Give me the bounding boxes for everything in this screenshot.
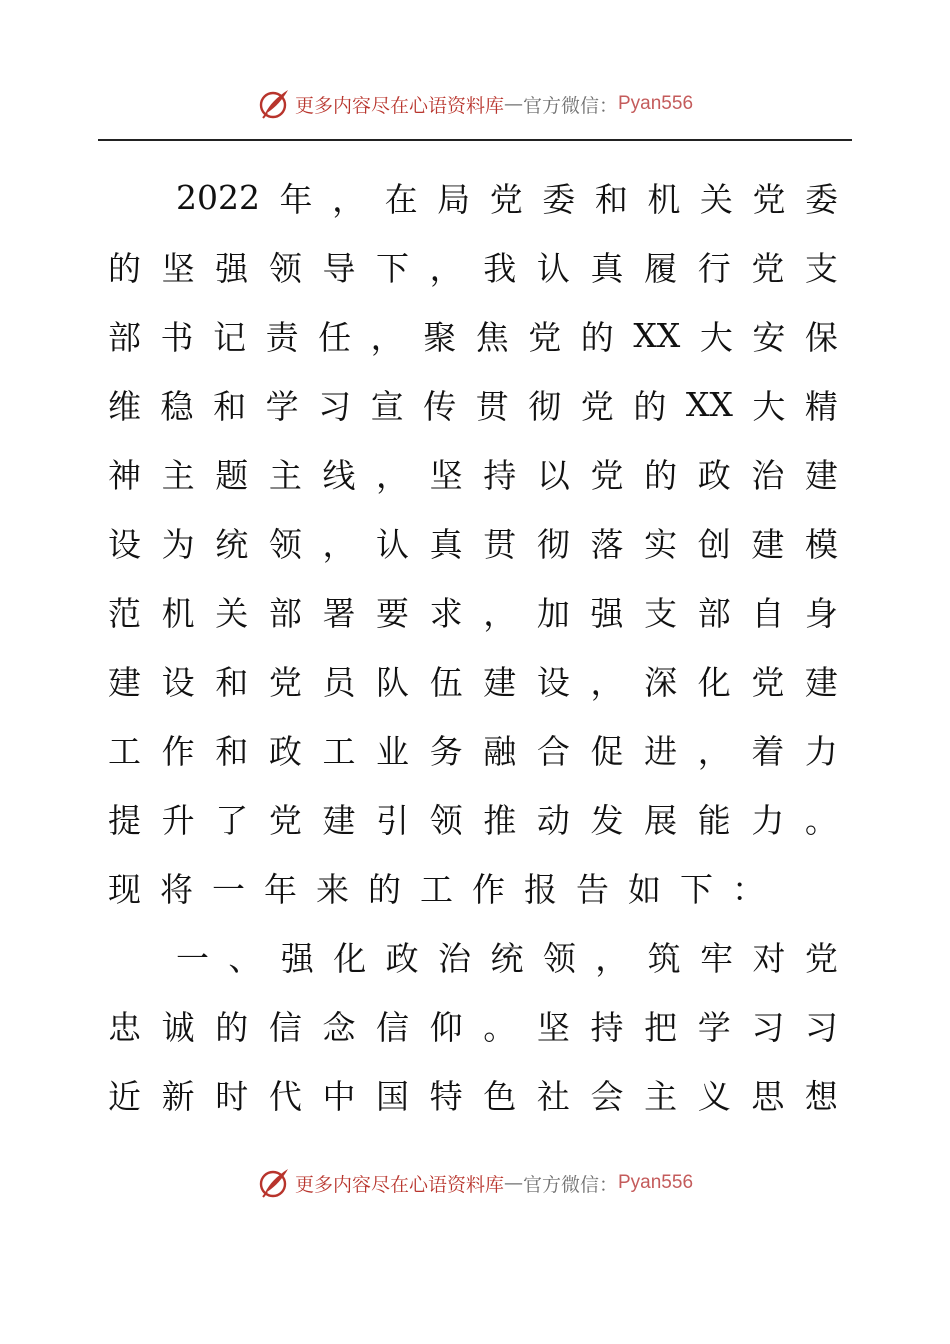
text-line xyxy=(108,646,838,715)
text-glyph: 部 xyxy=(697,594,731,633)
text-glyph: 2022 xyxy=(176,178,260,217)
text-glyph: 稳 xyxy=(160,387,194,426)
text-glyph: 机 xyxy=(161,594,195,633)
text-line xyxy=(108,853,838,922)
text-glyph: 展 xyxy=(644,801,678,840)
text-glyph: 工 xyxy=(420,870,453,909)
text-glyph: 国 xyxy=(376,1077,410,1116)
text-glyph: 政 xyxy=(268,732,302,771)
text-glyph: 主 xyxy=(268,456,302,495)
text-glyph: 维 xyxy=(108,387,141,426)
separator-dash: — xyxy=(503,93,523,115)
text-glyph: 党 xyxy=(752,180,786,219)
text-glyph: 年 xyxy=(279,180,313,219)
text-glyph: 党 xyxy=(489,180,523,219)
text-glyph: 统 xyxy=(490,939,524,978)
text-glyph: 坚 xyxy=(161,249,195,288)
text-glyph: 来 xyxy=(316,870,349,909)
text-glyph: 署 xyxy=(322,594,356,633)
text-glyph: 身 xyxy=(804,594,838,633)
text-glyph: 线 xyxy=(322,456,356,495)
text-glyph: 创 xyxy=(697,525,731,564)
text-glyph: 和 xyxy=(215,732,249,771)
text-line xyxy=(108,439,838,508)
text-glyph: 仰 xyxy=(429,1008,463,1047)
text-glyph: 如 xyxy=(628,870,661,909)
text-glyph: 设 xyxy=(161,663,195,702)
text-glyph: 持 xyxy=(483,456,517,495)
text-glyph: 大 xyxy=(699,318,733,357)
site-name-text: 更多内容尽在心语资料库 xyxy=(294,1173,504,1196)
text-glyph: 作 xyxy=(472,870,505,909)
text-glyph: 忠 xyxy=(108,1008,141,1047)
quill-logo-icon xyxy=(257,1166,291,1200)
text-glyph: 业 xyxy=(376,732,410,771)
text-glyph: 认 xyxy=(536,249,570,288)
wechat-label: 官方微信： xyxy=(522,1173,618,1196)
text-line xyxy=(108,577,838,646)
text-glyph: 把 xyxy=(644,1008,678,1047)
text-glyph: 书 xyxy=(160,318,194,357)
text-glyph: 党 xyxy=(590,456,624,495)
text-glyph: 想 xyxy=(804,1077,838,1116)
text-glyph: 年 xyxy=(264,870,297,909)
text-glyph: 提 xyxy=(108,801,141,840)
text-glyph: 模 xyxy=(804,525,838,564)
text-glyph: 融 xyxy=(483,732,517,771)
text-glyph: 强 xyxy=(590,594,624,633)
text-glyph: 。 xyxy=(483,1008,517,1047)
text-glyph: 保 xyxy=(804,318,838,357)
text-glyph: 领 xyxy=(429,801,463,840)
text-glyph: 范 xyxy=(108,594,141,633)
text-glyph: 推 xyxy=(483,801,517,840)
text-glyph: 现 xyxy=(108,870,141,909)
text-glyph: 员 xyxy=(322,663,356,702)
text-glyph: 新 xyxy=(161,1077,195,1116)
text-glyph: 宣 xyxy=(370,387,404,426)
text-glyph: 色 xyxy=(483,1077,517,1116)
text-glyph: 下 xyxy=(376,249,410,288)
text-glyph: 部 xyxy=(268,594,302,633)
text-glyph: 持 xyxy=(590,1008,624,1047)
text-glyph: 习 xyxy=(751,1008,785,1047)
text-glyph: ， xyxy=(370,318,404,357)
text-glyph: 落 xyxy=(590,525,624,564)
text-glyph: 设 xyxy=(536,663,570,702)
text-glyph: 导 xyxy=(322,249,356,288)
text-glyph: 能 xyxy=(697,801,731,840)
text-glyph: 习 xyxy=(804,1008,838,1047)
text-glyph: 强 xyxy=(280,939,314,978)
text-glyph: ， xyxy=(429,249,463,288)
text-line xyxy=(108,922,838,991)
text-line xyxy=(108,715,838,784)
text-glyph: 的 xyxy=(108,249,141,288)
footer-banner xyxy=(0,1163,950,1203)
text-glyph: 动 xyxy=(536,801,570,840)
text-glyph: 力 xyxy=(751,801,785,840)
text-glyph: 彻 xyxy=(528,387,562,426)
text-glyph: 牢 xyxy=(700,939,734,978)
text-glyph: 责 xyxy=(265,318,299,357)
text-glyph: 自 xyxy=(751,594,785,633)
text-glyph: XX xyxy=(685,385,733,424)
site-name-text: 更多内容尽在心语资料库 xyxy=(294,94,504,117)
text-glyph: 中 xyxy=(322,1077,356,1116)
wechat-id: Pyan556 xyxy=(618,93,694,114)
text-glyph: 力 xyxy=(804,732,838,771)
text-glyph: 一 xyxy=(176,939,209,978)
text-glyph: 聚 xyxy=(423,318,457,357)
wechat-id: Pyan556 xyxy=(618,1172,694,1193)
text-glyph: 学 xyxy=(697,1008,731,1047)
text-line xyxy=(108,1060,838,1129)
text-glyph: 在 xyxy=(384,180,418,219)
text-line xyxy=(108,232,838,301)
document-body xyxy=(108,163,838,1129)
text-glyph: 我 xyxy=(483,249,517,288)
text-glyph: 履 xyxy=(644,249,678,288)
text-glyph: 的 xyxy=(633,387,667,426)
text-line xyxy=(108,370,838,439)
text-glyph: 实 xyxy=(644,525,678,564)
header-banner xyxy=(0,84,950,124)
text-line xyxy=(108,991,838,1060)
text-glyph: 党 xyxy=(268,663,302,702)
text-glyph: ， xyxy=(332,180,366,219)
text-glyph: 引 xyxy=(376,801,410,840)
text-line xyxy=(108,301,838,370)
text-glyph: 工 xyxy=(322,732,356,771)
text-glyph: 下 xyxy=(680,870,713,909)
quill-logo-icon xyxy=(257,87,291,121)
text-glyph: 为 xyxy=(161,525,195,564)
text-glyph: 支 xyxy=(644,594,678,633)
text-glyph: 工 xyxy=(108,732,141,771)
text-glyph: 合 xyxy=(536,732,570,771)
text-glyph: 对 xyxy=(752,939,786,978)
text-glyph: 和 xyxy=(215,663,249,702)
text-glyph: 一 xyxy=(212,870,245,909)
text-glyph: 强 xyxy=(215,249,249,288)
text-glyph: 诚 xyxy=(161,1008,195,1047)
text-glyph: 念 xyxy=(322,1008,356,1047)
text-line xyxy=(108,784,838,853)
text-glyph: ， xyxy=(376,456,410,495)
text-glyph: 升 xyxy=(161,801,195,840)
text-glyph: 贯 xyxy=(483,525,517,564)
text-glyph: 建 xyxy=(108,663,141,702)
text-glyph: 党 xyxy=(580,387,614,426)
text-glyph: 报 xyxy=(524,870,557,909)
text-glyph: 委 xyxy=(805,180,838,219)
text-glyph: 社 xyxy=(536,1077,570,1116)
text-glyph: 的 xyxy=(644,456,678,495)
text-glyph: 习 xyxy=(318,387,352,426)
text-glyph: 安 xyxy=(752,318,786,357)
text-glyph: 求 xyxy=(429,594,463,633)
text-glyph: 筑 xyxy=(647,939,681,978)
text-glyph: 了 xyxy=(215,801,249,840)
text-glyph: 思 xyxy=(751,1077,785,1116)
text-glyph: ， xyxy=(697,732,731,771)
text-glyph: 关 xyxy=(699,180,733,219)
text-glyph: 领 xyxy=(268,525,302,564)
text-glyph: 党 xyxy=(528,318,562,357)
text-glyph: 行 xyxy=(697,249,731,288)
text-glyph: 焦 xyxy=(475,318,509,357)
text-glyph: 信 xyxy=(268,1008,302,1047)
wechat-label: 官方微信： xyxy=(522,94,618,117)
text-glyph: 关 xyxy=(215,594,249,633)
text-glyph: 代 xyxy=(268,1077,302,1116)
text-glyph: 深 xyxy=(644,663,678,702)
text-glyph: 建 xyxy=(483,663,517,702)
text-glyph: 真 xyxy=(429,525,463,564)
text-glyph: 建 xyxy=(751,525,785,564)
text-glyph: 伍 xyxy=(429,663,463,702)
text-glyph: 神 xyxy=(108,456,141,495)
text-glyph: 特 xyxy=(429,1077,463,1116)
text-glyph: 义 xyxy=(697,1077,731,1116)
text-glyph: 信 xyxy=(376,1008,410,1047)
text-glyph: 化 xyxy=(333,939,367,978)
text-glyph: 坚 xyxy=(536,1008,570,1047)
text-glyph: 主 xyxy=(161,456,195,495)
text-glyph: 。 xyxy=(804,801,838,840)
text-glyph: 将 xyxy=(160,870,193,909)
text-glyph: ： xyxy=(732,870,765,909)
text-glyph: 局 xyxy=(437,180,471,219)
text-glyph: ， xyxy=(595,939,629,978)
text-glyph: 的 xyxy=(580,318,614,357)
text-glyph: 记 xyxy=(213,318,247,357)
text-glyph: 队 xyxy=(376,663,410,702)
text-glyph: 精 xyxy=(804,387,838,426)
text-glyph: ， xyxy=(483,594,517,633)
text-glyph: 治 xyxy=(438,939,472,978)
text-glyph: 、 xyxy=(228,939,262,978)
text-line xyxy=(108,508,838,577)
text-glyph: 以 xyxy=(536,456,570,495)
text-glyph: 促 xyxy=(590,732,624,771)
text-glyph: 和 xyxy=(213,387,247,426)
text-glyph: 传 xyxy=(423,387,457,426)
text-glyph: 近 xyxy=(108,1077,141,1116)
text-glyph: 务 xyxy=(429,732,463,771)
text-glyph: 进 xyxy=(644,732,678,771)
text-line xyxy=(108,163,838,232)
text-glyph: 党 xyxy=(268,801,302,840)
text-glyph: 加 xyxy=(536,594,570,633)
text-glyph: 告 xyxy=(576,870,609,909)
text-glyph: 委 xyxy=(542,180,576,219)
text-glyph: 建 xyxy=(804,663,838,702)
text-glyph: 党 xyxy=(751,249,785,288)
text-glyph: 学 xyxy=(265,387,299,426)
text-glyph: 彻 xyxy=(536,525,570,564)
text-glyph: 政 xyxy=(385,939,419,978)
text-glyph: 着 xyxy=(751,732,785,771)
text-glyph: 贯 xyxy=(475,387,509,426)
header-rule xyxy=(98,139,852,141)
text-glyph: 支 xyxy=(804,249,838,288)
separator-dash: — xyxy=(503,1172,523,1194)
text-glyph: 机 xyxy=(647,180,681,219)
text-glyph: 主 xyxy=(644,1077,678,1116)
text-glyph: 时 xyxy=(215,1077,249,1116)
text-glyph: ， xyxy=(590,663,624,702)
text-glyph: 发 xyxy=(590,801,624,840)
text-glyph: 建 xyxy=(804,456,838,495)
text-glyph: 党 xyxy=(804,939,838,978)
text-glyph: 的 xyxy=(215,1008,249,1047)
text-glyph: 作 xyxy=(161,732,195,771)
text-glyph: ， xyxy=(322,525,356,564)
text-glyph: 任 xyxy=(318,318,352,357)
text-glyph: 和 xyxy=(594,180,628,219)
text-glyph: 治 xyxy=(751,456,785,495)
text-glyph: XX xyxy=(633,316,681,355)
text-glyph: 政 xyxy=(697,456,731,495)
text-glyph: 坚 xyxy=(429,456,463,495)
text-glyph: 党 xyxy=(751,663,785,702)
text-glyph: 设 xyxy=(108,525,141,564)
text-glyph: 题 xyxy=(215,456,249,495)
text-glyph: 认 xyxy=(376,525,410,564)
text-glyph: 会 xyxy=(590,1077,624,1116)
text-glyph: 真 xyxy=(590,249,624,288)
text-glyph: 大 xyxy=(752,387,786,426)
text-glyph: 的 xyxy=(368,870,401,909)
text-glyph: 领 xyxy=(268,249,302,288)
text-glyph: 统 xyxy=(215,525,249,564)
text-glyph: 化 xyxy=(697,663,731,702)
text-glyph: 建 xyxy=(322,801,356,840)
text-glyph: 部 xyxy=(108,318,141,357)
text-glyph: 要 xyxy=(376,594,410,633)
text-glyph: 领 xyxy=(542,939,576,978)
